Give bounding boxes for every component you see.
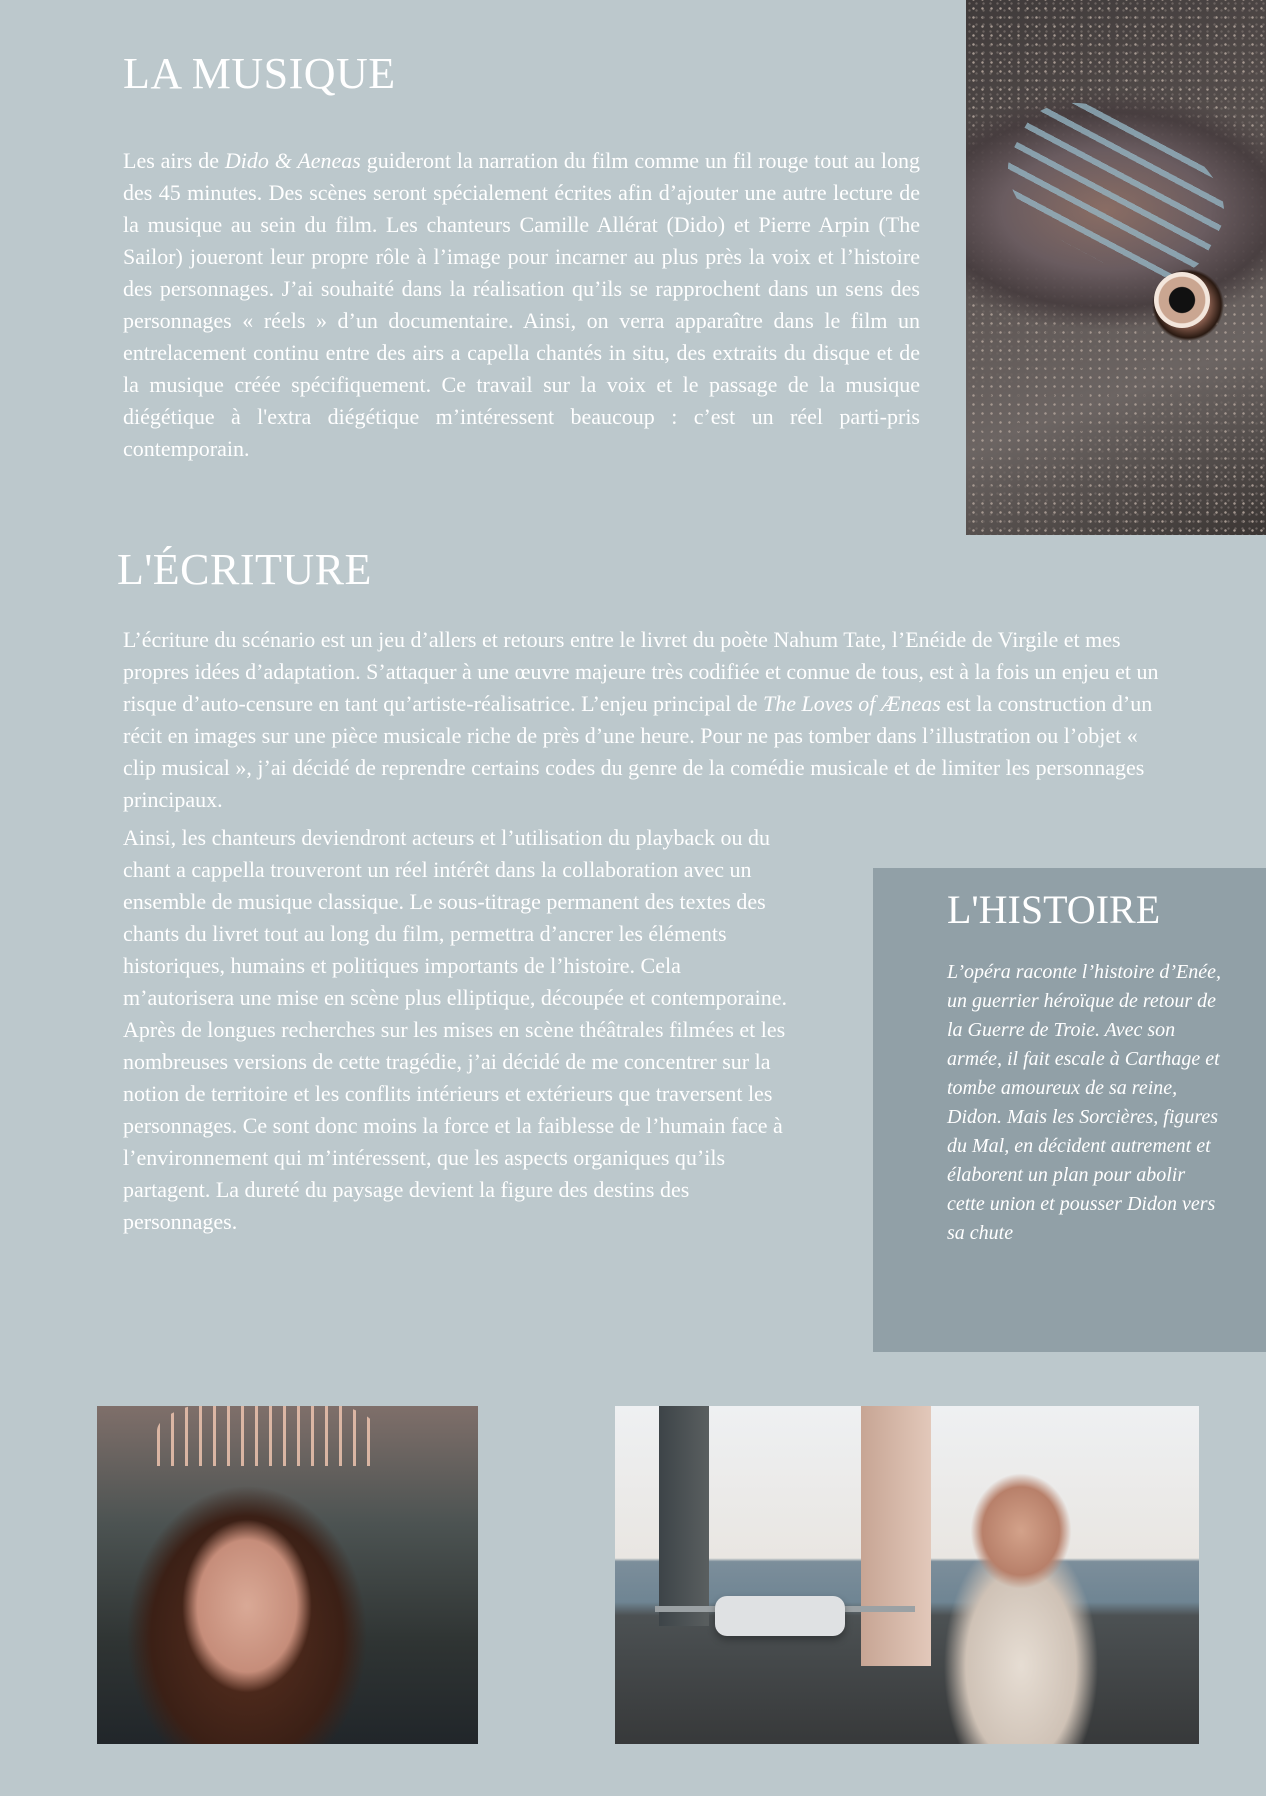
musique-paragraph [123,145,920,465]
fish-photo [966,0,1266,535]
musique-text-end: guideront la narration du film comme un fil rouge tout au long des 45 minutes. Des scènes seront spécialement écrites afin d’ajouter une autre lecture de la musique au sein du film. Les chanteurs Camille Allérat (Dido) et Pierre Arpin (The Sailor) joueront leur propre rôle à l’image pour incarner au plus près la voix et l’histoire des personnages. J’ai souhaité dans la réalisation qu’ils se rapprochent dans un sens des personnages « réels » d’un documentaire. Ainsi, on verra apparaître dans le film un entrelacement continu entre des airs a capella chantés in situ, des extraits du disque et de la musique créée spécifiquement. Ce travail sur la voix et le passage de la musique diégétique à l'extra diégétique m’intéressent beaucoup : c’est un réel parti-pris contemporain. [123,148,921,461]
ecriture-paragraph [123,624,1163,816]
drone-body [715,1596,845,1636]
musique-heading: LA MUSIQUE [123,49,396,98]
histoire-paragraph: L’opéra raconte l’histoire d’Enée, un guerrier héroïque de retour de la Guerre de Troie. Avec son armée, il fait escale à Carthage et tombe amoureux de sa reine, Didon. Mais les Sorcières, figures du Mal, en décident autrement et élaborent un plan pour abolir cette union et pousser Didon vers sa chute [947,961,1222,1244]
crown-decoration [157,1406,377,1466]
fish-body-stripes [986,77,1246,304]
histoire-sidebar [873,868,1266,1352]
fish-eye [1154,272,1210,328]
musique-work-title: Dido & Aeneas [224,148,361,173]
musique-text-start: Les airs de [123,148,225,173]
drone-singer-photo [615,1406,1199,1744]
ecriture-text-start: L’écriture du scénario est un jeu d’allers et retours entre le livret du poète Nahum Tate, l’Enéide de Virgile et mes propres idées d’adaptation. S’attaquer à une œuvre majeure très codifiée et connue de tous, est à la fois un enjeu et un risque d’auto-censure en tant qu’artiste-réalisatrice. L’enjeu principal de [123,627,1159,716]
ecriture-paragraph-2: Ainsi, les chanteurs deviendront acteurs et l’utilisation du playback ou du chant a cappella trouveront un réel intérêt dans la collaboration avec un ensemble de musique classique. Le sous-titrage permanent des textes des chants du livret tout au long du film, permettra d’ancrer les éléments historiques, humains et politiques importants de l’histoire. Cela m’autorisera une mise en scène plus elliptique, découpée et contemporaine. Après de longues recherches sur les mises en scène théâtrales filmées et les nombreuses versions de cette tragédie, j’ai décidé de me concentrer sur la notion de territoire et les conflits intérieurs et extérieurs que traversent les personnages. Ce sont donc moins la force et la faiblesse de l’humain face à l’environnement qui m’intéressent, que les aspects organiques qu’ils partagent. La dureté du paysage devient la figure des destins des personnages. [123,825,788,1234]
singer-portrait-photo [97,1406,478,1744]
ecriture-text-end: est la construction d’un récit en images sur une pièce musicale riche de près d’une heure. Pour ne pas tomber dans l’illustration ou l’objet « clip musical », j’ai décidé de reprendre certains codes du genre de la comédie musicale et de limiter les personnages principaux. [123,691,1153,812]
pillar-middle [861,1406,931,1666]
histoire-heading: L'HISTOIRE [947,887,1161,932]
ecriture-work-title: The Loves of Æneas [762,691,941,716]
pillar-left [659,1406,709,1626]
ecriture-heading: L'ÉCRITURE [117,545,372,594]
